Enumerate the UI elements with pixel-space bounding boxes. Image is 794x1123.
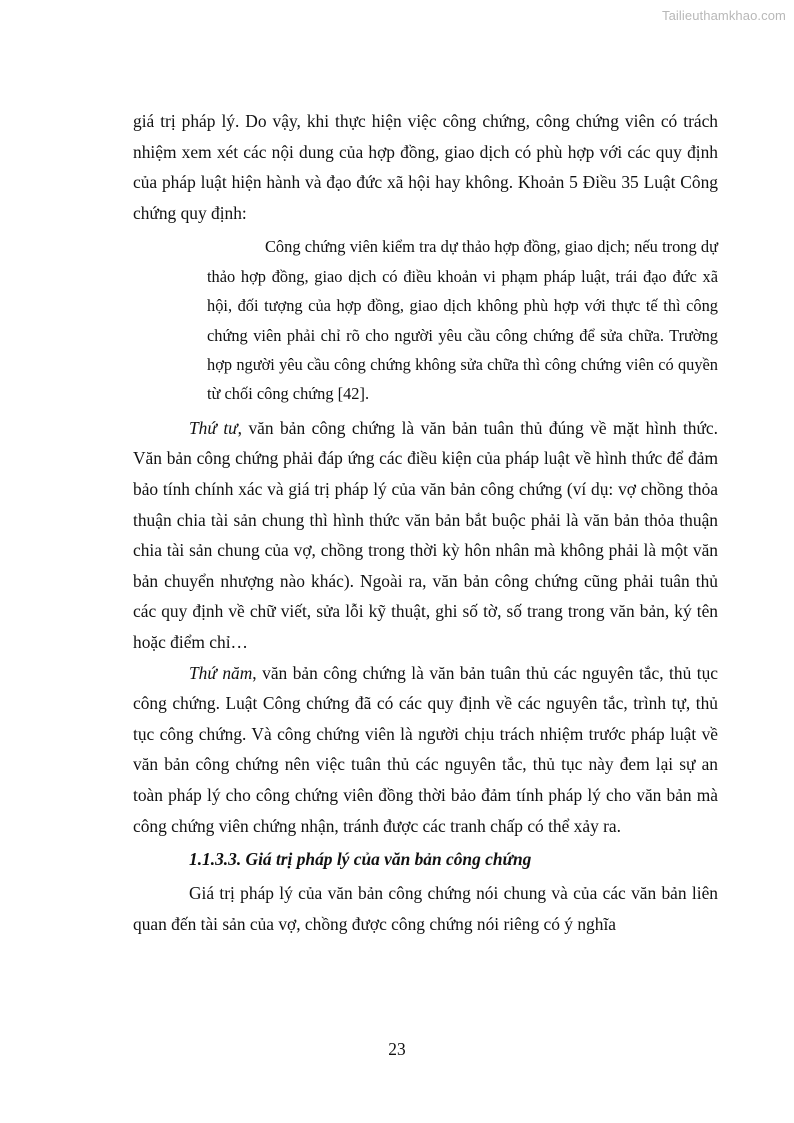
paragraph-2-lead-term: Thứ tư	[189, 417, 238, 438]
body-paragraph-1: giá trị pháp lý. Do vậy, khi thực hiện việc công chứng, công chứng viên có trách nhiệm xem xét các nội dung của hợp đồng, giao dịch có phù hợp với các quy định của pháp luật hiện hành và đạo đức xã hội hay không. Khoản 5 Điều 35 Luật Công chứng quy định:	[133, 111, 718, 223]
section-heading: 1.1.3.3. Giá trị pháp lý của văn bản công chứng	[189, 849, 532, 870]
body-paragraph-4: Giá trị pháp lý của văn bản công chứng nói chung và của các văn bản liên quan đến tài sản của vợ, chồng được công chứng nói riêng có ý nghĩa	[133, 883, 718, 934]
paragraph-3-text: , văn bản công chứng là văn bản tuân thủ các nguyên tắc, thủ tục công chứng. Luật Công chứng đã có các quy định về các nguyên tắc, trình tự, thủ tục công chứng. Và công chứng viên là người chịu trách nhiệm trước pháp luật về văn bản công chứng nên việc tuân thủ các nguyên tắc, thủ tục này đem lại sự an toàn pháp lý cho công chứng viên đồng thời bảo đảm tính pháp lý cho văn bản mà công chứng viên chứng nhận, tránh được các tranh chấp có thể xảy ra.	[133, 662, 719, 836]
page-number: 23	[388, 1039, 406, 1059]
body-paragraph-3	[133, 658, 718, 842]
body-paragraph-2	[133, 413, 718, 658]
paragraph-2-text: , văn bản công chứng là văn bản tuân thủ đúng về mặt hình thức. Văn bản công chứng phải đáp ứng các điều kiện của pháp luật về hình thức để đảm bảo tính chính xác và giá trị pháp lý của văn bản công chứng (ví dụ: vợ chồng thỏa thuận chia tài sản chung thì hình thức văn bản bắt buộc phải là văn bản thỏa thuận chia tài sản chung của vợ, chồng trong thời kỳ hôn nhân mà không phải là một văn bản chuyển nhượng nào khác). Ngoài ra, văn bản công chứng cũng phải tuân thủ các quy định về chữ viết, sửa lỗi kỹ thuật, ghi số tờ, số trang trong văn bản, ký tên hoặc điểm chỉ…	[133, 417, 718, 652]
quoted-law-article: Công chứng viên kiểm tra dự thảo hợp đồng, giao dịch; nếu trong dự thảo hợp đồng, giao dịch có điều khoản vi phạm pháp luật, trái đạo đức xã hội, đối tượng của hợp đồng, giao dịch không phù hợp với thực tế thì công chứng viên phải chỉ rõ cho người yêu cầu công chứng để sửa chữa. Trường hợp người yêu cầu công chứng không sửa chữa thì công chứng viên có quyền từ chối công chứng [42].	[207, 237, 718, 404]
paragraph-3-lead-term: Thứ năm	[189, 662, 253, 683]
watermark: Tailieuthamkhao.com	[661, 8, 786, 23]
document-page	[133, 106, 718, 939]
